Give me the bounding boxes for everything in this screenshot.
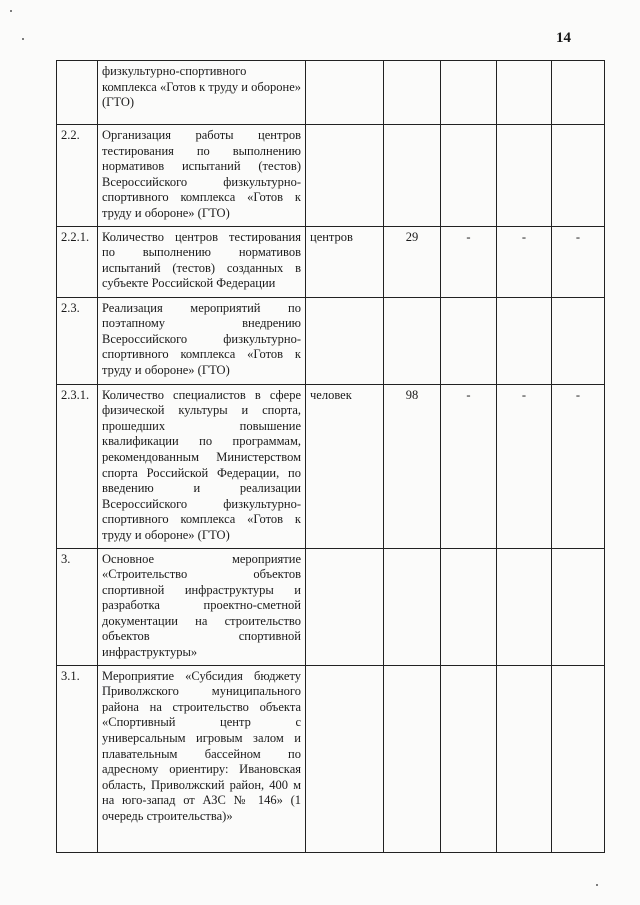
row-unit (306, 297, 384, 384)
row-year-3: - (552, 384, 605, 548)
row-unit: центров (306, 226, 384, 297)
row-year-3 (552, 125, 605, 227)
row-year-2 (497, 125, 552, 227)
measures-table (56, 60, 605, 853)
row-description: Мероприятие «Субсидия бюджету Приволжского муниципального района на строительство объекта «Спортивный центр с универсальным игровым залом и плавательным бассейном по адресному ориентиру: Ивановская область, Приволжский район, 400 м на юго-запад от АЗС № 146» (1 очередь строительства)» (98, 665, 306, 852)
row-unit (306, 548, 384, 665)
row-description: физкультурно-спортивного комплекса «Готов к труду и обороне» (ГТО) (98, 61, 306, 125)
table-row (57, 384, 605, 548)
row-year-3 (552, 61, 605, 125)
row-number: 2.2. (57, 125, 98, 227)
row-year-2: - (497, 384, 552, 548)
row-unit (306, 665, 384, 852)
row-year-1 (441, 297, 497, 384)
table-row (57, 297, 605, 384)
page-number: 14 (556, 30, 571, 46)
row-year-1 (441, 665, 497, 852)
row-year-2 (497, 548, 552, 665)
row-number: 3. (57, 548, 98, 665)
row-year-3 (552, 665, 605, 852)
row-unit (306, 61, 384, 125)
scan-speck (596, 884, 598, 886)
row-number: 3.1. (57, 665, 98, 852)
row-year-1 (441, 548, 497, 665)
row-year-1 (441, 125, 497, 227)
row-value (384, 125, 441, 227)
row-year-3 (552, 297, 605, 384)
scan-speck (10, 10, 12, 12)
row-unit (306, 125, 384, 227)
row-description: Количество специалистов в сфере физической культуры и спорта, прошедших повышение квалификации по программам, рекомендованным Министерством спорта Российской Федерации, по введению и реализации Всероссийского физкультурно-спортивного комплекса «Готов к труду и обороне» (ГТО) (98, 384, 306, 548)
row-number: 2.2.1. (57, 226, 98, 297)
table-row (57, 125, 605, 227)
row-number: 2.3.1. (57, 384, 98, 548)
row-year-2: - (497, 226, 552, 297)
row-description: Основное мероприятие «Строительство объектов спортивной инфраструктуры и разработка проектно-сметной документации на строительство объектов спортивной инфраструктуры» (98, 548, 306, 665)
row-value: 29 (384, 226, 441, 297)
row-year-1: - (441, 226, 497, 297)
row-description: Реализация мероприятий по поэтапному внедрению Всероссийского физкультурно-спортивного комплекса «Готов к труду и обороне» (ГТО) (98, 297, 306, 384)
row-year-3: - (552, 226, 605, 297)
row-description: Количество центров тестирования по выполнению нормативов испытаний (тестов) созданных в субъекте Российской Федерации (98, 226, 306, 297)
table-row (57, 548, 605, 665)
table-row (57, 665, 605, 852)
row-value (384, 297, 441, 384)
row-value (384, 665, 441, 852)
row-year-2 (497, 61, 552, 125)
row-unit: человек (306, 384, 384, 548)
row-year-1 (441, 61, 497, 125)
row-year-1: - (441, 384, 497, 548)
row-value: 98 (384, 384, 441, 548)
row-number (57, 61, 98, 125)
table-row (57, 61, 605, 125)
row-description: Организация работы центров тестирования по выполнению нормативов испытаний (тестов) Всероссийского физкультурно-спортивного комплекса «Готов к труду и обороне» (ГТО) (98, 125, 306, 227)
row-value (384, 61, 441, 125)
table-row (57, 226, 605, 297)
scan-speck (22, 38, 24, 40)
row-year-3 (552, 548, 605, 665)
row-value (384, 548, 441, 665)
row-year-2 (497, 665, 552, 852)
row-year-2 (497, 297, 552, 384)
row-number: 2.3. (57, 297, 98, 384)
